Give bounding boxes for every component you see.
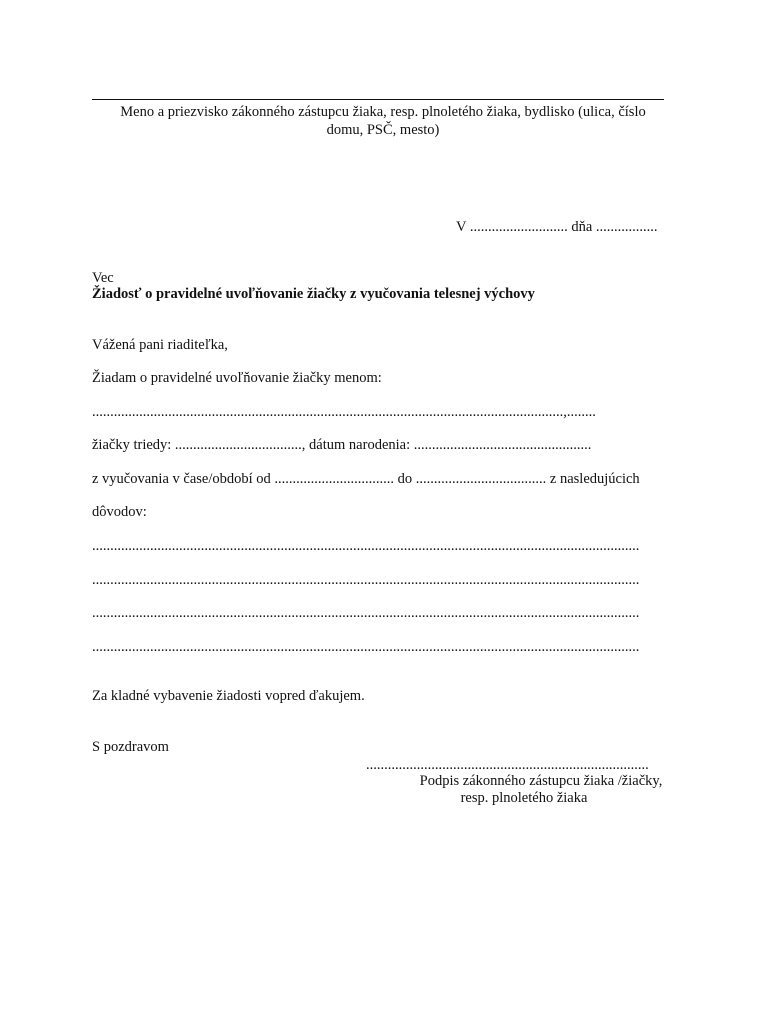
header-line-2: domu, PSČ, mesto)	[326, 122, 440, 138]
header-rule	[92, 99, 664, 100]
subject-title: Žiadosť o pravidelné uvoľňovanie žiačky z vyučovania telesnej výchovy	[92, 286, 535, 302]
closing-greeting: S pozdravom	[92, 739, 169, 755]
student-name-line: ..................................................................................................................................,........	[92, 404, 596, 420]
subject-label: Vec	[92, 270, 114, 286]
place-date-line: V ........................... dňa .................	[456, 219, 658, 235]
class-birthdate-line: žiačky triedy: ..................................., dátum narodenia: .................................................	[92, 437, 592, 453]
thanks-text: Za kladné vybavenie žiadosti vopred ďakujem.	[92, 688, 365, 704]
reason-line-2: .......................................................................................................................................................	[92, 572, 640, 588]
period-line: z vyučovania v čase/období od ................................. do .................................... z nasledujúcich	[92, 471, 640, 487]
reason-line-1: .......................................................................................................................................................	[92, 538, 640, 554]
signature-dots: ..............................................................................	[366, 757, 649, 773]
request-text: Žiadam o pravidelné uvoľňovanie žiačky menom:	[92, 370, 382, 386]
header-line-1: Meno a priezvisko zákonného zástupcu žiaka, resp. plnoletého žiaka, bydlisko (ulica, číslo	[120, 104, 646, 120]
reason-line-4: .......................................................................................................................................................	[92, 639, 640, 655]
reasons-label: dôvodov:	[92, 504, 147, 520]
salutation: Vážená pani riaditeľka,	[92, 337, 228, 353]
signature-caption-line-2: resp. plnoletého žiaka	[460, 790, 588, 806]
reason-line-3: .......................................................................................................................................................	[92, 605, 640, 621]
signature-caption-line-1: Podpis zákonného zástupcu žiaka /žiačky,	[419, 773, 663, 789]
